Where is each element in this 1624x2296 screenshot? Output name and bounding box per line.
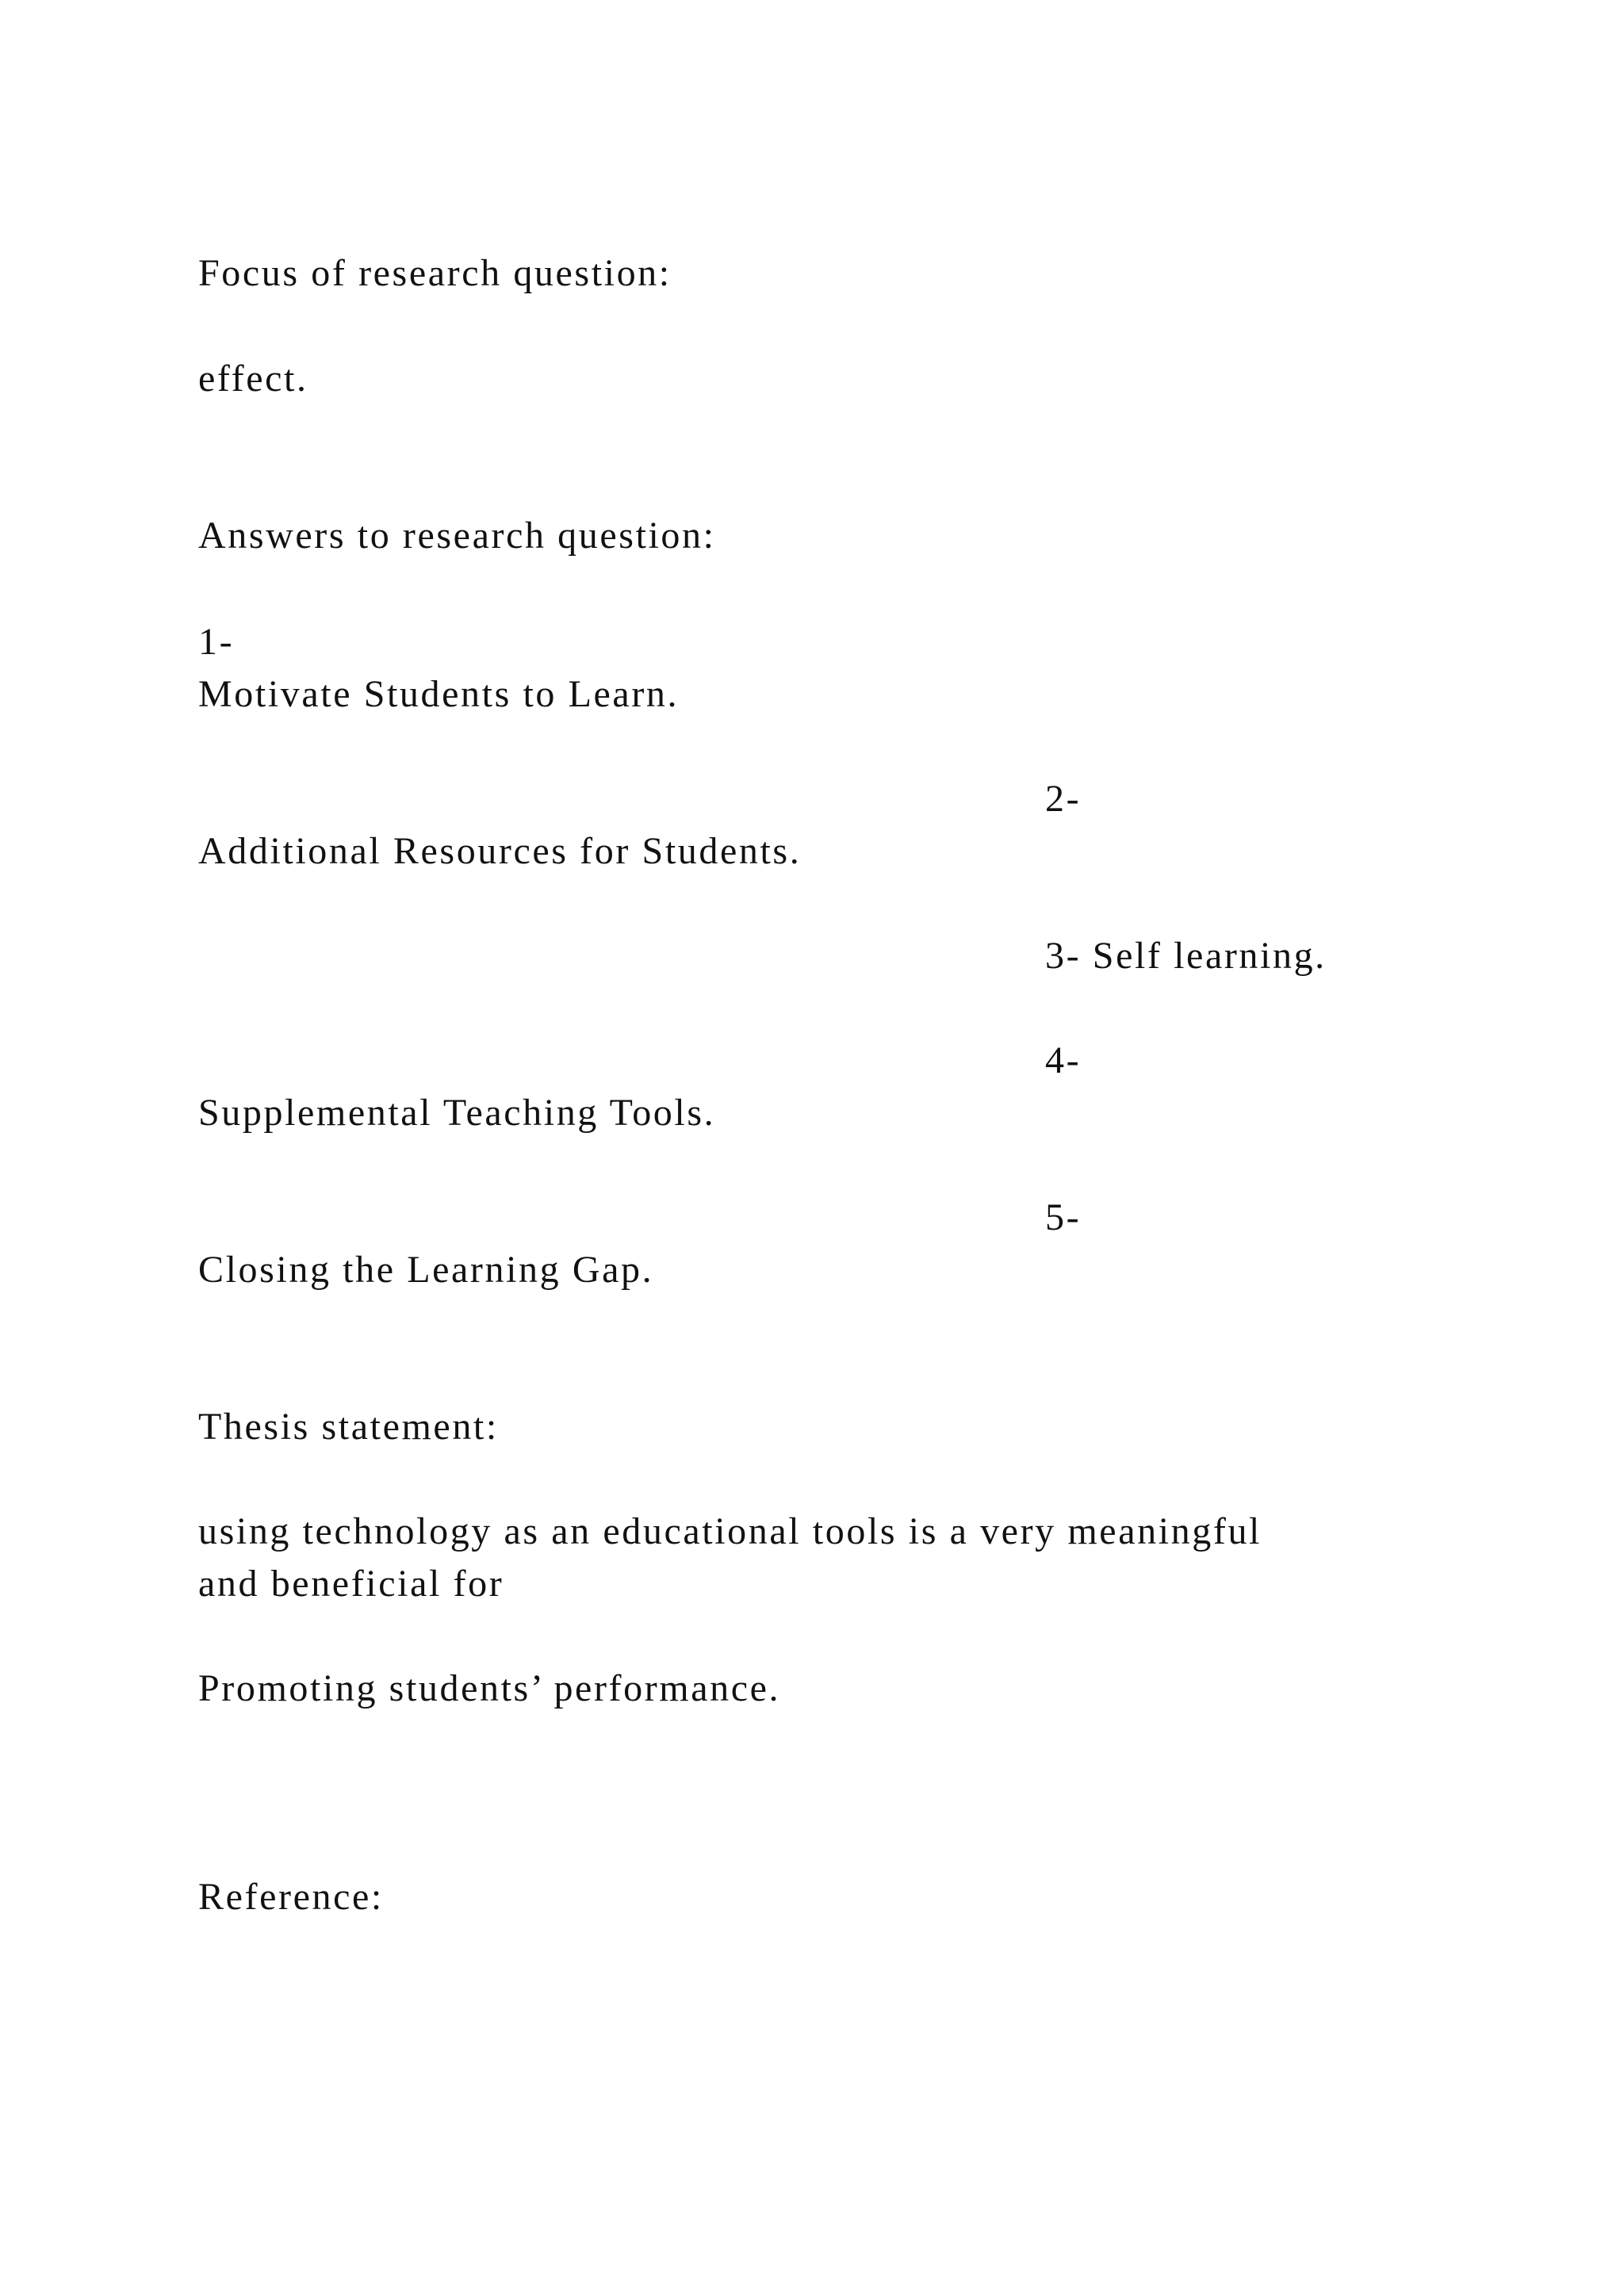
answer-3-number: 3- Self learning. (1045, 935, 1327, 977)
answer-1-number: 1- (198, 621, 235, 663)
answer-4-text: Supplemental Teaching Tools. (198, 1092, 716, 1134)
answers-heading: Answers to research question: (198, 515, 716, 557)
answer-5-text: Closing the Learning Gap. (198, 1249, 654, 1291)
focus-heading: Focus of research question: (198, 252, 672, 294)
answer-4-number: 4- (1045, 1039, 1082, 1081)
focus-text: effect. (198, 358, 308, 400)
thesis-line-2: and beneficial for (198, 1563, 504, 1605)
thesis-heading: Thesis statement: (198, 1406, 499, 1448)
answer-1-text: Motivate Students to Learn. (198, 673, 680, 715)
reference-heading: Reference: (198, 1876, 384, 1918)
thesis-line-1: using technology as an educational tools is a very meaningful (198, 1510, 1262, 1552)
thesis-line-3: Promoting students’ performance. (198, 1667, 781, 1709)
answer-2-text: Additional Resources for Students. (198, 830, 802, 872)
answer-2-number: 2- (1045, 778, 1082, 820)
answer-5-number: 5- (1045, 1196, 1082, 1238)
